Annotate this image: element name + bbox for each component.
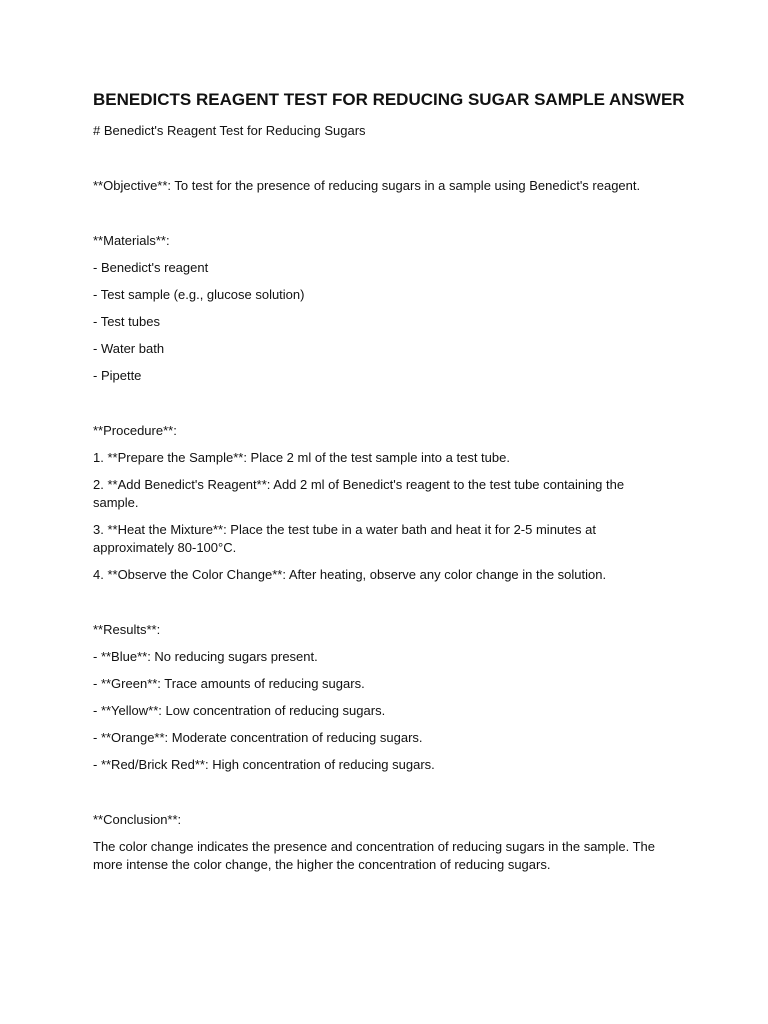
procedure-step: 1. **Prepare the Sample**: Place 2 ml of the test sample into a test tube. [93, 450, 510, 465]
results-item: - **Yellow**: Low concentration of reducing sugars. [93, 703, 386, 718]
materials-item: - Test sample (e.g., glucose solution) [93, 287, 305, 302]
document-title: BENEDICTS REAGENT TEST FOR REDUCING SUGAR SAMPLE ANSWER [93, 90, 685, 109]
materials-header: **Materials**: [93, 233, 170, 248]
materials-item: - Water bath [93, 341, 165, 356]
results-header: **Results**: [93, 622, 161, 637]
materials-item: - Benedict's reagent [93, 260, 209, 275]
results-item: - **Green**: Trace amounts of reducing sugars. [93, 676, 365, 691]
conclusion-paragraph: The color change indicates the presence and concentration of reducing sugars in the sample. The more intense the color change, the higher the concentration of reducing sugars. [93, 839, 655, 872]
results-item: - **Red/Brick Red**: High concentration of reducing sugars. [93, 757, 435, 772]
materials-item: - Pipette [93, 368, 142, 383]
conclusion-header: **Conclusion**: [93, 812, 182, 827]
results-item: - **Orange**: Moderate concentration of reducing sugars. [93, 730, 423, 745]
procedure-step: 4. **Observe the Color Change**: After heating, observe any color change in the solution. [93, 567, 607, 582]
document-page [93, 88, 685, 874]
results-item: - **Blue**: No reducing sugars present. [93, 649, 318, 664]
procedure-step: 2. **Add Benedict's Reagent**: Add 2 ml of Benedict's reagent to the test tube containing the sample. [93, 477, 625, 510]
procedure-header: **Procedure**: [93, 423, 177, 438]
materials-item: - Test tubes [93, 314, 160, 329]
heading-line: # Benedict's Reagent Test for Reducing Sugars [93, 123, 366, 138]
objective-paragraph: **Objective**: To test for the presence of reducing sugars in a sample using Benedict's reagent. [93, 178, 641, 193]
procedure-step: 3. **Heat the Mixture**: Place the test tube in a water bath and heat it for 2-5 minutes at approximately 80-100°C. [93, 522, 596, 555]
